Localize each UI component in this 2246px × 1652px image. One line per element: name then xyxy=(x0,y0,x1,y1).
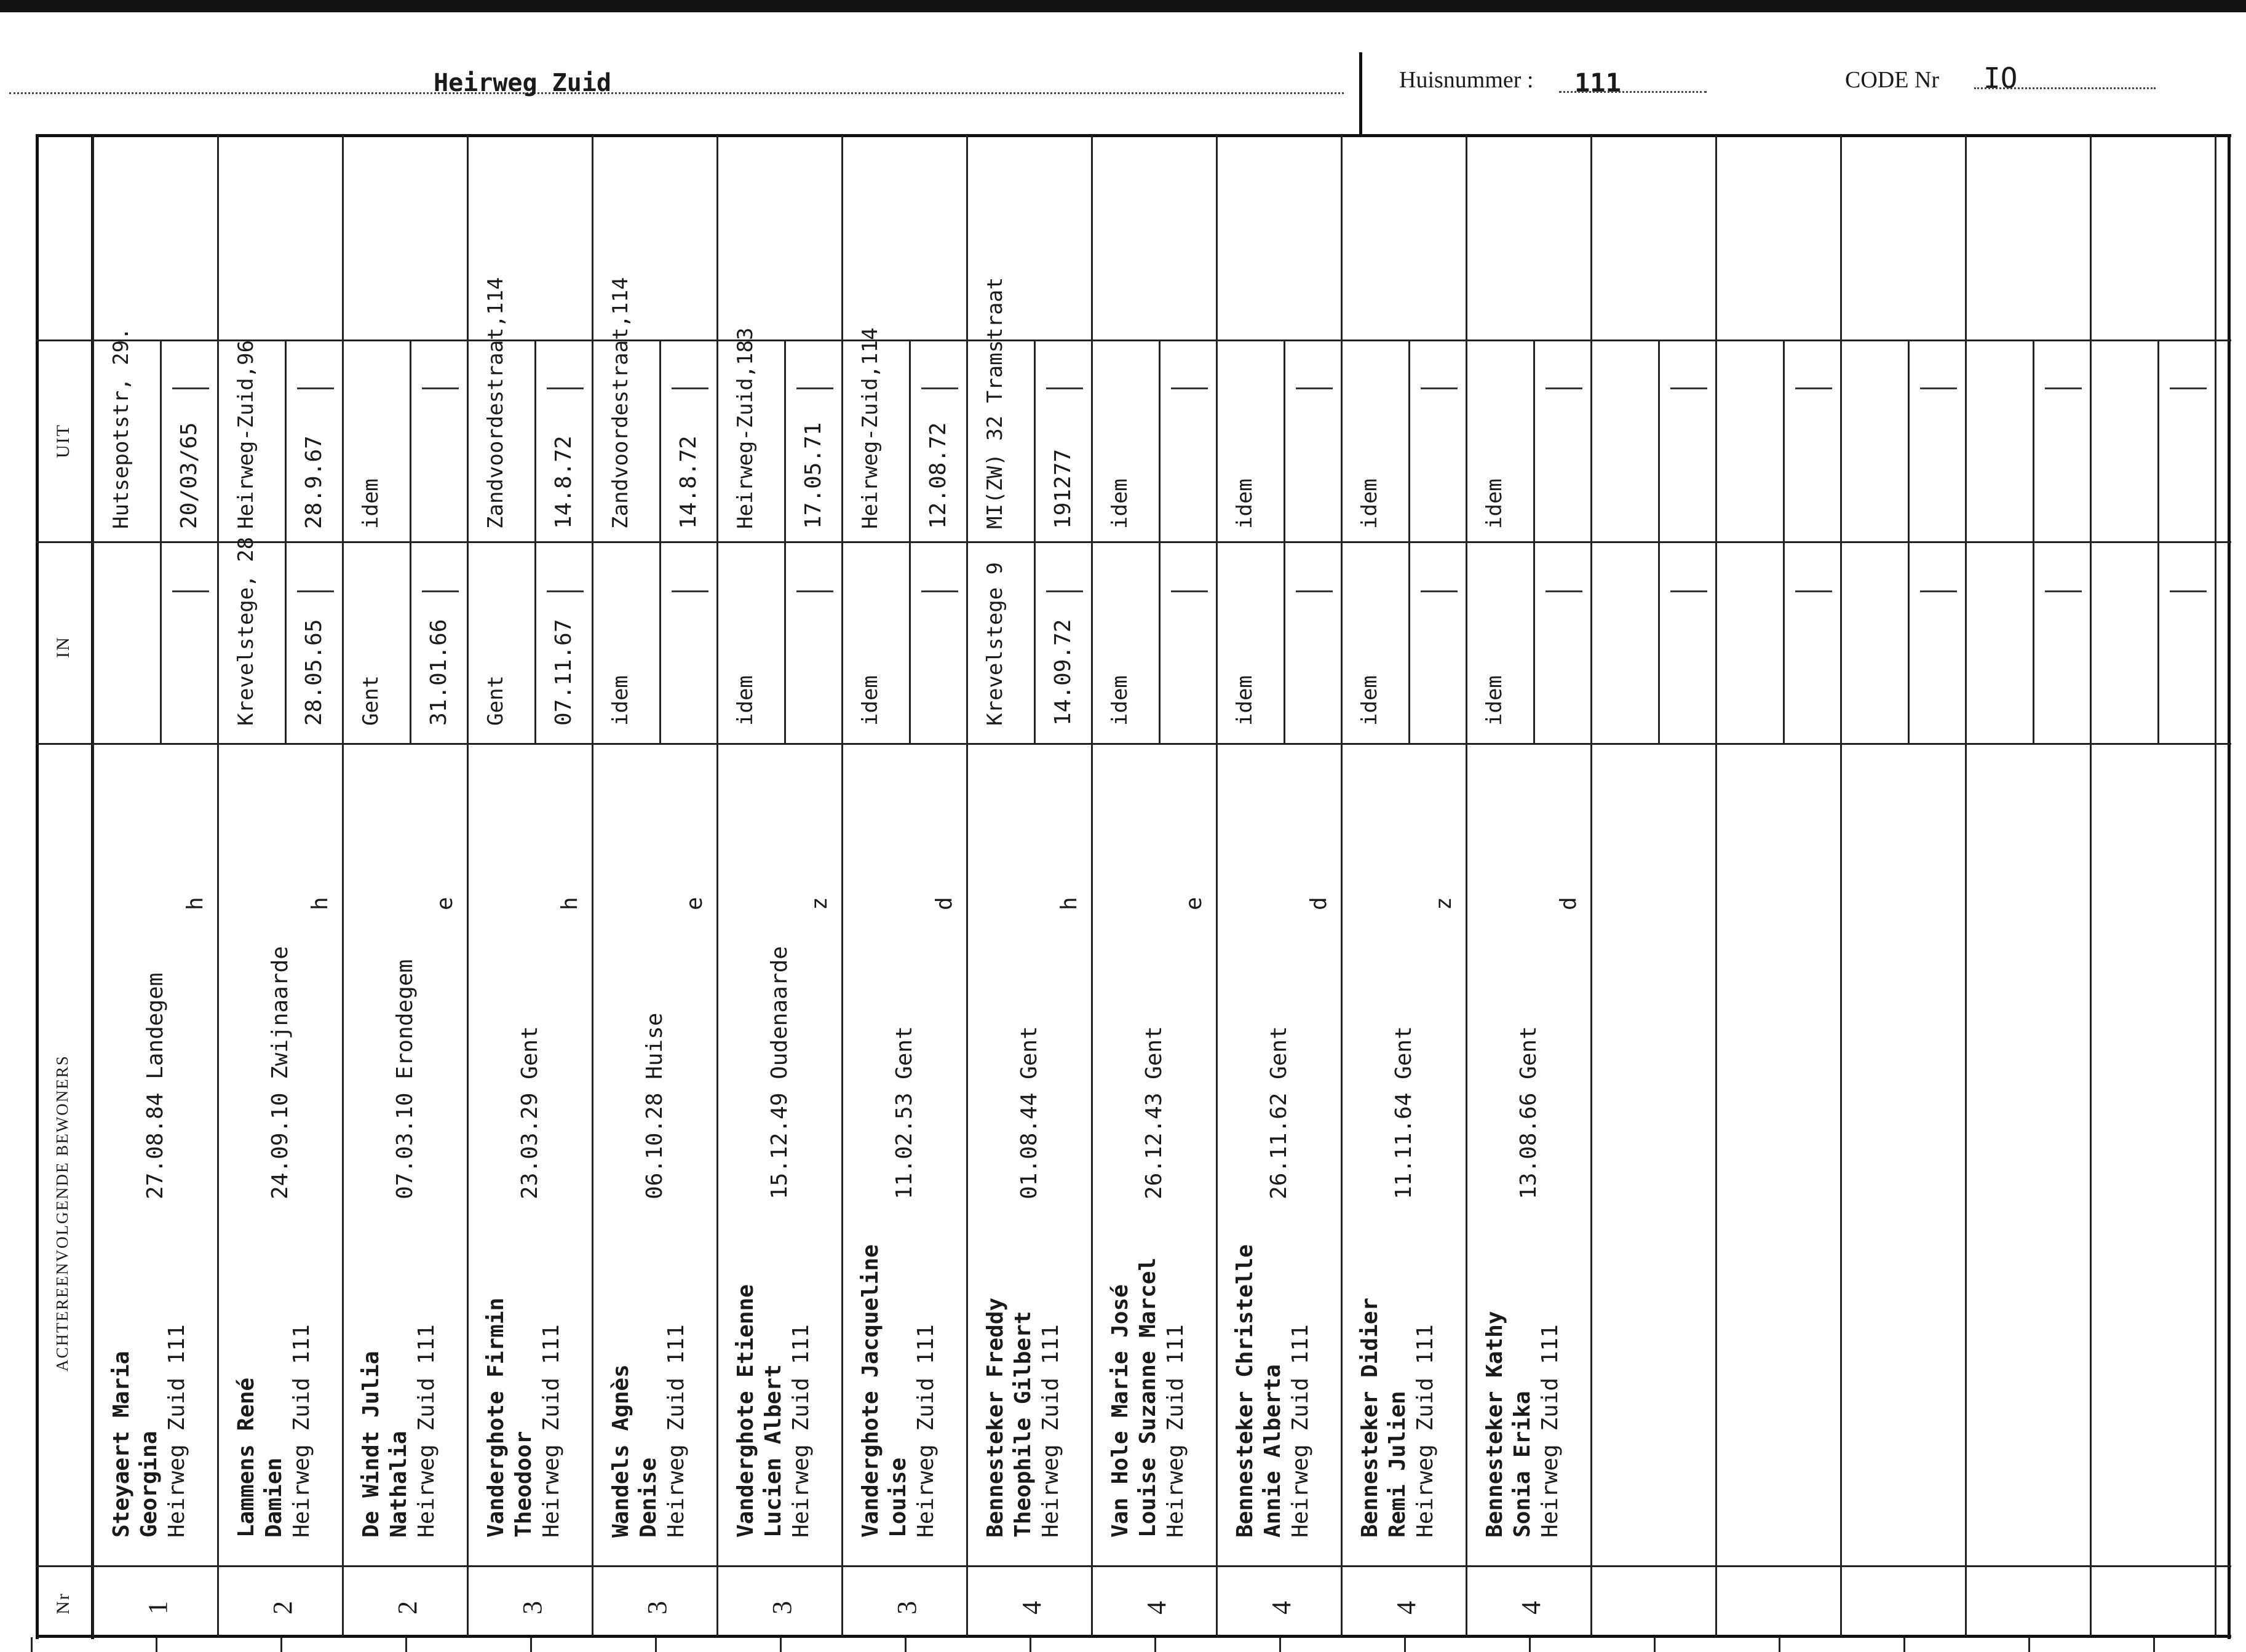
resident-birth: 06.10.28 Huise xyxy=(642,1012,667,1199)
column-divider xyxy=(92,135,94,1636)
uit-dash xyxy=(1421,387,1458,389)
uit-subdivider xyxy=(909,340,911,541)
uit-subdivider xyxy=(1159,340,1161,541)
column-divider xyxy=(1466,135,1467,1636)
bottom-tick xyxy=(1279,1637,1281,1652)
in-subdivider xyxy=(1658,541,1660,743)
uit-date: 191277 xyxy=(1050,448,1076,529)
uit-subdivider xyxy=(1908,340,1910,541)
resident-sex: z xyxy=(807,897,832,910)
resident-birth: 15.12.49 Oudenaarde xyxy=(767,946,792,1199)
bottom-tick xyxy=(405,1637,407,1652)
uit-date: 17.05.71 xyxy=(801,422,826,529)
in-date: 31.01.66 xyxy=(426,619,451,726)
table-bottom-border xyxy=(36,1635,2231,1638)
uit-date: 12.08.72 xyxy=(926,422,951,529)
column-divider xyxy=(1965,135,1967,1636)
uit-dash xyxy=(1546,387,1582,389)
uit-dash xyxy=(796,387,833,389)
code-label: CODE Nr xyxy=(1845,67,1940,93)
in-dash xyxy=(422,590,459,592)
in-place: idem xyxy=(608,675,633,726)
resident-name: Wandels Agnès xyxy=(608,1364,633,1538)
bottom-tick xyxy=(31,1637,33,1652)
in-date: 14.09.72 xyxy=(1050,619,1076,726)
resident-birth: 26.12.43 Gent xyxy=(1141,1026,1167,1199)
resident-name: Vanderghote Firmin xyxy=(483,1297,509,1538)
uit-place: Heirweg-Zuid,96 xyxy=(234,340,258,529)
street-name: Heirweg Zuid xyxy=(434,69,611,97)
bottom-tick xyxy=(905,1637,907,1652)
resident-address: Heirweg Zuid 111 xyxy=(1413,1324,1438,1538)
bottom-tick xyxy=(1779,1637,1780,1652)
in-dash xyxy=(2170,590,2207,592)
column-divider xyxy=(342,135,344,1636)
uit-dash xyxy=(1795,387,1832,389)
column-divider xyxy=(1840,135,1842,1636)
uit-place: Zandvoordestraat,114 xyxy=(608,277,633,529)
row-nr: 3 xyxy=(767,1601,797,1614)
resident-first-name: Lucien Albert xyxy=(761,1364,786,1538)
in-place: idem xyxy=(1357,675,1382,726)
in-subdivider xyxy=(160,541,162,743)
uit-place: idem xyxy=(359,479,383,529)
in-row-line xyxy=(36,541,2231,543)
resident-sex: d xyxy=(1556,897,1581,910)
uit-subdivider xyxy=(1408,340,1410,541)
resident-name: De Windt Julia xyxy=(359,1351,384,1538)
in-subdivider xyxy=(1408,541,1410,743)
resident-name: Vanderghote Etienne xyxy=(733,1284,758,1538)
resident-name: Steyaert Maria xyxy=(109,1351,134,1538)
uit-subdivider xyxy=(285,340,287,541)
header-divider xyxy=(1359,52,1362,135)
uit-dash xyxy=(422,387,459,389)
in-dash xyxy=(1296,590,1333,592)
uit-place: Heirweg-Zuid,114 xyxy=(858,327,883,529)
bottom-tick xyxy=(530,1637,532,1652)
resident-name: Bennesteker Freddy xyxy=(983,1297,1008,1538)
resident-first-name: Louise xyxy=(886,1457,911,1538)
resident-name: Bennesteker Christelle xyxy=(1232,1244,1258,1538)
column-divider xyxy=(2215,135,2216,1636)
resident-name: Van Hole Marie José xyxy=(1108,1284,1133,1538)
uit-subdivider xyxy=(659,340,661,541)
huisnummer-dots xyxy=(1559,91,1707,93)
bottom-tick xyxy=(1529,1637,1531,1652)
resident-address: Heirweg Zuid 111 xyxy=(1288,1324,1313,1538)
column-divider xyxy=(467,135,469,1636)
in-subdivider xyxy=(1908,541,1910,743)
code-value: IO xyxy=(1983,62,2018,95)
uit-date: 28.9.67 xyxy=(301,435,327,529)
uit-place: MI(ZW) 32 Tramstraat xyxy=(983,277,1007,529)
resident-address: Heirweg Zuid 111 xyxy=(1163,1324,1188,1538)
resident-first-name: Annie Alberta xyxy=(1260,1364,1285,1538)
uit-date: 14.8.72 xyxy=(551,435,576,529)
uit-place: idem xyxy=(1482,479,1507,529)
bottom-tick xyxy=(2153,1637,2155,1652)
in-place: idem xyxy=(733,675,758,726)
resident-sex: h xyxy=(183,897,208,910)
in-subdivider xyxy=(1159,541,1161,743)
resident-address: Heirweg Zuid 111 xyxy=(788,1324,814,1538)
bottom-tick xyxy=(156,1637,157,1652)
in-subdivider xyxy=(534,541,536,743)
bottom-tick xyxy=(1903,1637,1905,1652)
resident-first-name: Denise xyxy=(636,1457,661,1538)
resident-sex: e xyxy=(432,897,458,910)
in-dash xyxy=(796,590,833,592)
column-divider xyxy=(1341,135,1343,1636)
resident-first-name: Nathalia xyxy=(386,1431,411,1538)
in-place: Krevelstege, 28 xyxy=(234,536,258,726)
bottom-tick xyxy=(2028,1637,2030,1652)
uit-dash xyxy=(1920,387,1957,389)
resident-address: Heirweg Zuid 111 xyxy=(664,1324,689,1538)
huisnummer-label: Huisnummer : xyxy=(1399,67,1534,93)
resident-birth: 13.08.66 Gent xyxy=(1516,1026,1541,1199)
in-place: Krevelstege 9 xyxy=(983,562,1007,726)
uit-dash xyxy=(1046,387,1083,389)
uit-subdivider xyxy=(534,340,536,541)
column-divider xyxy=(1590,135,1592,1636)
uit-subdivider xyxy=(784,340,786,541)
bottom-tick xyxy=(1654,1637,1656,1652)
uit-place: Hutsepotstr, 29. xyxy=(109,327,133,529)
code-dots xyxy=(1974,87,2156,89)
resident-sex: e xyxy=(1181,897,1207,910)
in-dash xyxy=(1171,590,1208,592)
table-right-border xyxy=(2228,134,2231,1639)
header-dotted-line xyxy=(9,92,1344,94)
in-subdivider xyxy=(909,541,911,743)
resident-birth: 23.03.29 Gent xyxy=(517,1026,542,1199)
resident-birth: 26.11.62 Gent xyxy=(1266,1026,1292,1199)
row-nr: 3 xyxy=(517,1601,547,1614)
resident-sex: z xyxy=(1431,897,1456,910)
resident-address: Heirweg Zuid 111 xyxy=(414,1324,439,1538)
resident-sex: h xyxy=(1057,897,1082,910)
uit-dash xyxy=(297,387,334,389)
row-nr: 4 xyxy=(1516,1601,1546,1614)
row-nr: 4 xyxy=(1266,1601,1296,1614)
resident-first-name: Sonia Erika xyxy=(1510,1391,1535,1538)
header-in: IN xyxy=(53,636,73,658)
row-nr: 2 xyxy=(392,1601,423,1614)
in-date: 28.05.65 xyxy=(301,619,327,726)
in-place: idem xyxy=(1108,675,1132,726)
column-divider xyxy=(592,135,593,1636)
uit-dash xyxy=(1670,387,1707,389)
resident-first-name: Louise Suzanne Marcel xyxy=(1135,1257,1161,1538)
resident-birth: 24.09.10 Zwijnaarde xyxy=(268,946,293,1199)
uit-subdivider xyxy=(1034,340,1036,541)
row-nr: 4 xyxy=(1017,1601,1047,1614)
in-dash xyxy=(1421,590,1458,592)
in-dash xyxy=(1795,590,1832,592)
column-divider xyxy=(2090,135,2092,1636)
in-subdivider xyxy=(784,541,786,743)
uit-subdivider xyxy=(2157,340,2159,541)
in-dash xyxy=(921,590,958,592)
row-nr: 3 xyxy=(892,1601,922,1614)
uit-subdivider xyxy=(410,340,411,541)
column-divider xyxy=(966,135,968,1636)
scan-top-edge xyxy=(0,0,2246,12)
resident-first-name: Theodoor xyxy=(511,1431,536,1538)
uit-dash xyxy=(921,387,958,389)
in-dash xyxy=(1670,590,1707,592)
column-divider xyxy=(1715,135,1717,1636)
row-nr: 4 xyxy=(1141,1601,1172,1614)
in-dash xyxy=(1046,590,1083,592)
bottom-tick xyxy=(1404,1637,1406,1652)
column-divider xyxy=(716,135,718,1636)
in-dash xyxy=(1546,590,1582,592)
table-left-border xyxy=(36,134,39,1639)
resident-first-name: Remi Julien xyxy=(1385,1391,1410,1538)
in-place: idem xyxy=(858,675,883,726)
in-subdivider xyxy=(285,541,287,743)
resident-address: Heirweg Zuid 111 xyxy=(289,1324,314,1538)
column-divider xyxy=(217,135,219,1636)
in-subdivider xyxy=(1284,541,1285,743)
bewoners-row-line xyxy=(36,743,2231,745)
resident-name: Bennesteker Kathy xyxy=(1482,1311,1507,1538)
uit-subdivider xyxy=(1284,340,1285,541)
uit-dash xyxy=(1296,387,1333,389)
uit-dash xyxy=(2045,387,2082,389)
table-top-border xyxy=(36,134,2231,137)
bottom-tick xyxy=(1030,1637,1031,1652)
in-subdivider xyxy=(410,541,411,743)
uit-subdivider xyxy=(1658,340,1660,541)
bottom-tick xyxy=(655,1637,657,1652)
resident-name: Bennesteker Didier xyxy=(1357,1297,1383,1538)
resident-address: Heirweg Zuid 111 xyxy=(539,1324,564,1538)
in-dash xyxy=(297,590,334,592)
resident-first-name: Theophile Gilbert xyxy=(1010,1311,1036,1538)
column-divider xyxy=(1216,135,1218,1636)
in-dash xyxy=(172,590,209,592)
header-nr: Nr xyxy=(53,1592,73,1614)
uit-place: idem xyxy=(1108,479,1132,529)
in-subdivider xyxy=(2033,541,2034,743)
huisnummer-value: 111 xyxy=(1574,68,1621,98)
uit-dash xyxy=(1171,387,1208,389)
in-dash xyxy=(2045,590,2082,592)
uit-place: Zandvoordestraat,114 xyxy=(483,277,508,529)
resident-address: Heirweg Zuid 111 xyxy=(164,1324,189,1538)
column-divider xyxy=(1091,135,1093,1636)
uit-subdivider xyxy=(1783,340,1785,541)
column-divider xyxy=(841,135,843,1636)
bottom-tick xyxy=(780,1637,782,1652)
uit-row-line xyxy=(36,340,2231,341)
uit-subdivider xyxy=(2033,340,2034,541)
in-place: Gent xyxy=(359,675,383,726)
header-uit: UIT xyxy=(53,424,73,458)
row-nr: 1 xyxy=(143,1601,173,1614)
resident-first-name: Georgina xyxy=(137,1431,162,1538)
resident-sex: h xyxy=(557,897,582,910)
uit-place: Heirweg-Zuid,183 xyxy=(733,327,758,529)
resident-sex: d xyxy=(1306,897,1331,910)
resident-birth: 11.11.64 Gent xyxy=(1391,1026,1416,1199)
resident-sex: h xyxy=(308,897,333,910)
in-place: idem xyxy=(1482,675,1507,726)
row-nr: 2 xyxy=(268,1601,298,1614)
resident-name: Vanderghote Jacqueline xyxy=(858,1244,883,1538)
uit-dash xyxy=(172,387,209,389)
resident-sex: d xyxy=(932,897,957,910)
resident-birth: 07.03.10 Erondegem xyxy=(392,959,418,1199)
resident-birth: 01.08.44 Gent xyxy=(1017,1026,1042,1199)
uit-date: 14.8.72 xyxy=(676,435,701,529)
resident-birth: 11.02.53 Gent xyxy=(892,1026,917,1199)
uit-subdivider xyxy=(1533,340,1535,541)
uit-subdivider xyxy=(160,340,162,541)
uit-dash xyxy=(672,387,708,389)
in-date: 07.11.67 xyxy=(551,619,576,726)
in-place: idem xyxy=(1232,675,1257,726)
in-subdivider xyxy=(1783,541,1785,743)
uit-place: idem xyxy=(1232,479,1257,529)
bottom-tick xyxy=(1154,1637,1156,1652)
in-dash xyxy=(1920,590,1957,592)
resident-birth: 27.08.84 Landegem xyxy=(143,972,168,1199)
in-subdivider xyxy=(659,541,661,743)
nr-row-line xyxy=(36,1565,2231,1567)
resident-address: Heirweg Zuid 111 xyxy=(1038,1324,1063,1538)
bottom-tick xyxy=(280,1637,282,1652)
in-subdivider xyxy=(1533,541,1535,743)
resident-address: Heirweg Zuid 111 xyxy=(913,1324,938,1538)
in-subdivider xyxy=(1034,541,1036,743)
in-subdivider xyxy=(2157,541,2159,743)
in-dash xyxy=(672,590,708,592)
in-place: Gent xyxy=(483,675,508,726)
uit-date: 20/03/65 xyxy=(177,422,202,529)
row-nr: 4 xyxy=(1391,1601,1421,1614)
resident-sex: e xyxy=(682,897,707,910)
uit-dash xyxy=(2170,387,2207,389)
row-nr: 3 xyxy=(642,1601,672,1614)
resident-name: Lammens René xyxy=(234,1377,259,1538)
in-dash xyxy=(547,590,584,592)
uit-dash xyxy=(547,387,584,389)
resident-address: Heirweg Zuid 111 xyxy=(1538,1324,1563,1538)
uit-place: idem xyxy=(1357,479,1382,529)
header-bewoners: ACHTEREENVOLGENDE BEWONERS xyxy=(53,1055,71,1372)
resident-first-name: Damien xyxy=(261,1457,287,1538)
